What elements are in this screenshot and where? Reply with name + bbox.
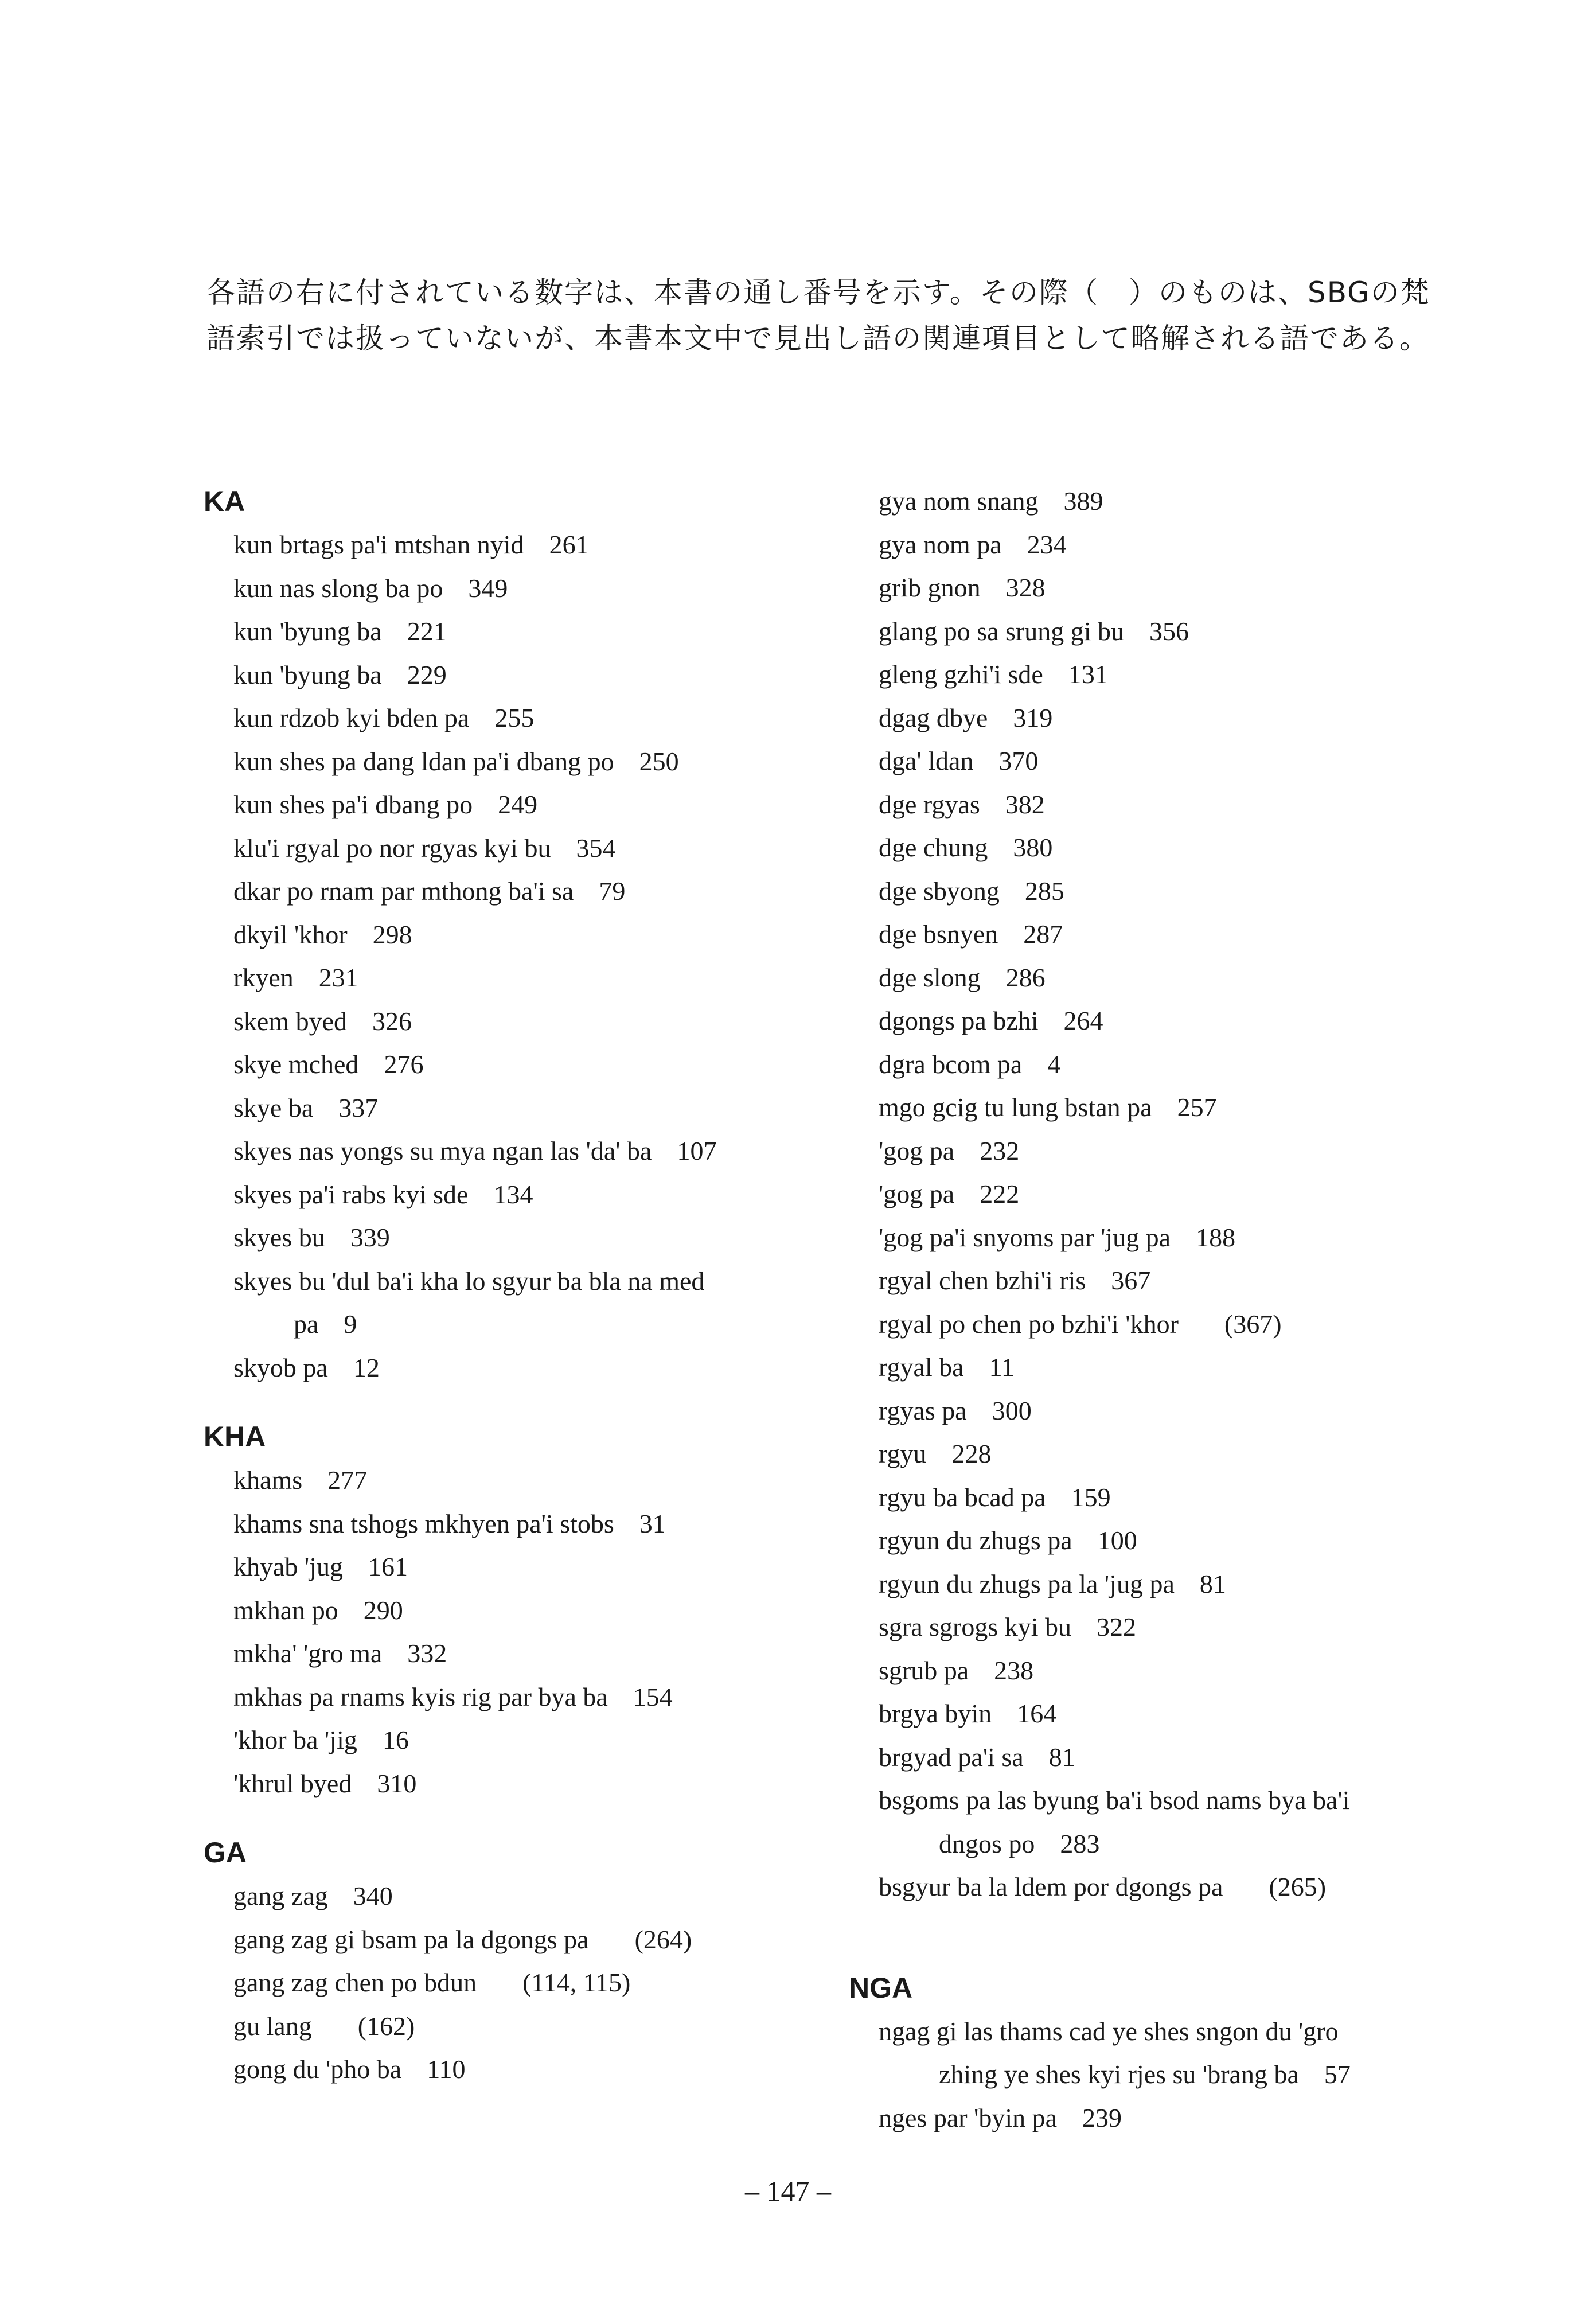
index-entry bbox=[233, 1260, 806, 1346]
index-entry bbox=[233, 1918, 806, 1962]
index-entry bbox=[879, 523, 1422, 567]
index-entry bbox=[879, 1043, 1422, 1086]
entry-term: kun brtags pa'i mtshan nyid bbox=[233, 530, 524, 559]
entry-term: skye ba bbox=[233, 1093, 314, 1122]
entry-number: 285 bbox=[1024, 876, 1064, 906]
index-entry bbox=[879, 999, 1422, 1043]
entry-number: 298 bbox=[372, 919, 412, 949]
index-entry bbox=[879, 1389, 1422, 1433]
entry-term: dge slong bbox=[879, 962, 981, 992]
entry-number: 110 bbox=[427, 2054, 466, 2084]
index-entry bbox=[879, 826, 1422, 869]
entry-list bbox=[849, 479, 1422, 1909]
entry-term: bsgyur ba la ldem por dgongs pa bbox=[879, 1872, 1223, 1901]
entry-number: 134 bbox=[493, 1179, 533, 1209]
entry-number: 164 bbox=[1017, 1699, 1057, 1728]
entry-term-continuation: zhing ye shes kyi rjes su 'brang ba bbox=[939, 2060, 1299, 2089]
entry-number: 389 bbox=[1063, 486, 1103, 516]
index-entry bbox=[879, 653, 1422, 696]
index-entry bbox=[233, 783, 806, 826]
index-entry bbox=[233, 653, 806, 697]
index-entry bbox=[233, 1874, 806, 1918]
entry-term: kun 'byung ba bbox=[233, 660, 382, 689]
section-heading: NGA bbox=[849, 1971, 913, 2004]
entry-number: 319 bbox=[1013, 703, 1053, 732]
entry-number: (367) bbox=[1224, 1309, 1282, 1339]
entry-list bbox=[204, 523, 806, 1389]
index-entry bbox=[233, 1000, 806, 1043]
index-section bbox=[204, 479, 806, 1389]
entry-number: 310 bbox=[377, 1768, 417, 1798]
entry-term: gleng gzhi'i sde bbox=[879, 660, 1043, 689]
entry-term: dge bsnyen bbox=[879, 919, 998, 949]
entry-term: mkhan po bbox=[233, 1595, 338, 1625]
entry-number: 81 bbox=[1199, 1569, 1226, 1598]
entry-number: 81 bbox=[1048, 1742, 1075, 1772]
entry-number: 16 bbox=[382, 1725, 409, 1754]
index-entry bbox=[879, 479, 1422, 523]
entry-number: 107 bbox=[677, 1136, 717, 1165]
index-section bbox=[204, 1831, 806, 2091]
entry-term: nges par 'byin pa bbox=[879, 2103, 1058, 2132]
index-entry bbox=[879, 913, 1422, 956]
left-column bbox=[204, 479, 806, 2091]
entry-number: 232 bbox=[980, 1136, 1020, 1165]
index-entry bbox=[879, 566, 1422, 610]
entry-term: skye mched bbox=[233, 1050, 359, 1079]
entry-term: rgyu ba bcad pa bbox=[879, 1482, 1046, 1512]
entry-number: 221 bbox=[407, 617, 447, 646]
entry-term: khams bbox=[233, 1465, 303, 1495]
entry-term: bsgoms pa las byung ba'i bsod nams bya ba'i bbox=[879, 1785, 1350, 1815]
entry-term: khyab 'jug bbox=[233, 1552, 343, 1581]
section-heading: GA bbox=[204, 1836, 247, 1869]
index-entry bbox=[233, 1502, 806, 1546]
entry-number: 4 bbox=[1047, 1049, 1061, 1079]
index-entry bbox=[879, 1259, 1422, 1303]
entry-number: 257 bbox=[1177, 1093, 1217, 1122]
entry-term: 'gog pa bbox=[879, 1179, 955, 1208]
section-heading: KHA bbox=[204, 1421, 266, 1453]
intro-line-2: 語索引では扱っていないが、本書本文中で見出し語の関連項目として略解される語である。 bbox=[206, 322, 1429, 355]
index-entry bbox=[879, 1303, 1422, 1346]
entry-term: skyes bu 'dul ba'i kha lo sgyur ba bla na med bbox=[233, 1266, 705, 1296]
entry-number: 57 bbox=[1324, 2060, 1351, 2089]
index-entry bbox=[879, 610, 1422, 653]
entry-term: grib gnon bbox=[879, 573, 981, 602]
entry-term: sgrub pa bbox=[879, 1655, 969, 1685]
index-entry bbox=[879, 1432, 1422, 1476]
entry-number: 264 bbox=[1063, 1006, 1103, 1035]
index-entry bbox=[879, 1649, 1422, 1693]
entry-number: 228 bbox=[951, 1439, 992, 1468]
index-entry bbox=[233, 567, 806, 610]
index-entry bbox=[233, 1718, 806, 1762]
entry-number: (265) bbox=[1269, 1872, 1327, 1901]
index-entry bbox=[233, 2048, 806, 2091]
entry-number: 332 bbox=[407, 1639, 447, 1668]
entry-number: 161 bbox=[368, 1552, 408, 1581]
entry-term: gya nom snang bbox=[879, 486, 1039, 516]
entry-term: brgya byin bbox=[879, 1699, 992, 1728]
section-heading: KA bbox=[204, 485, 245, 517]
entry-number: 367 bbox=[1111, 1266, 1151, 1295]
entry-term: klu'i rgyal po nor rgyas kyi bu bbox=[233, 833, 551, 863]
entry-term: dkar po rnam par mthong ba'i sa bbox=[233, 876, 574, 906]
entry-term: 'gog pa bbox=[879, 1136, 955, 1165]
index-entry bbox=[879, 783, 1422, 826]
entry-term: kun shes pa dang ldan pa'i dbang po bbox=[233, 746, 614, 776]
entry-term: mkha' 'gro ma bbox=[233, 1639, 383, 1668]
index-entry bbox=[233, 1043, 806, 1086]
entry-term: rgyas pa bbox=[879, 1395, 967, 1425]
index-section bbox=[849, 479, 1422, 1909]
entry-number: 249 bbox=[498, 790, 538, 819]
index-entry bbox=[879, 2010, 1422, 2096]
index-entry bbox=[879, 1519, 1422, 1562]
entry-number: 31 bbox=[639, 1508, 666, 1538]
entry-number: 287 bbox=[1023, 919, 1063, 949]
entry-number: 283 bbox=[1060, 1828, 1100, 1858]
entry-number: 229 bbox=[407, 660, 447, 689]
entry-number: 222 bbox=[980, 1179, 1020, 1208]
entry-term: gang zag bbox=[233, 1881, 328, 1910]
index-entry bbox=[233, 2005, 806, 2048]
entry-number: 276 bbox=[384, 1050, 424, 1079]
entry-list bbox=[204, 1459, 806, 1805]
entry-number: 286 bbox=[1005, 962, 1046, 992]
entry-term: kun shes pa'i dbang po bbox=[233, 790, 473, 819]
entry-number: 339 bbox=[350, 1223, 390, 1252]
entry-term: dge rgyas bbox=[879, 789, 980, 819]
entry-term: ngag gi las thams cad ye shes sngon du 'gro bbox=[879, 2016, 1339, 2046]
index-entry bbox=[233, 1762, 806, 1806]
index-entry bbox=[233, 1632, 806, 1675]
entry-number: 11 bbox=[989, 1352, 1015, 1382]
index-entry bbox=[233, 696, 806, 740]
entry-number: (114, 115) bbox=[522, 1968, 631, 1997]
entry-term: skem byed bbox=[233, 1006, 348, 1036]
entry-list bbox=[204, 1874, 806, 2091]
entry-term: dgag dbye bbox=[879, 703, 988, 732]
entry-term: 'khrul byed bbox=[233, 1768, 352, 1798]
entry-number: 100 bbox=[1097, 1526, 1137, 1555]
entry-continuation-line bbox=[233, 1303, 806, 1346]
index-entry bbox=[233, 1961, 806, 2005]
entry-term: rgyal chen bzhi'i ris bbox=[879, 1266, 1086, 1295]
intro-paragraph bbox=[206, 270, 1430, 361]
entry-term: brgyad pa'i sa bbox=[879, 1742, 1024, 1772]
index-entry bbox=[233, 956, 806, 1000]
entry-term: dgra bcom pa bbox=[879, 1049, 1023, 1079]
index-entry bbox=[879, 739, 1422, 783]
index-entry bbox=[879, 1736, 1422, 1779]
entry-number: 255 bbox=[494, 703, 535, 732]
entry-term: gu lang bbox=[233, 2011, 312, 2041]
entry-term: gang zag chen po bdun bbox=[233, 1968, 477, 1997]
index-entry bbox=[233, 740, 806, 783]
entry-term: skyes pa'i rabs kyi sde bbox=[233, 1179, 469, 1209]
entry-term: kun nas slong ba po bbox=[233, 573, 443, 603]
entry-term: dgongs pa bzhi bbox=[879, 1006, 1039, 1035]
page-number: – 147 – bbox=[745, 2175, 831, 2207]
entry-term: skyob pa bbox=[233, 1352, 328, 1382]
index-entry bbox=[879, 696, 1422, 740]
entry-number: (162) bbox=[357, 2011, 415, 2041]
index-entry bbox=[233, 1675, 806, 1719]
entry-number: 231 bbox=[318, 963, 358, 992]
entry-number: 370 bbox=[998, 746, 1039, 775]
entry-number: 12 bbox=[353, 1352, 380, 1382]
entry-term: skyes nas yongs su mya ngan las 'da' ba bbox=[233, 1136, 652, 1165]
index-entry bbox=[233, 1086, 806, 1130]
entry-number: 154 bbox=[633, 1682, 673, 1711]
entry-term: rgyun du zhugs pa bbox=[879, 1526, 1072, 1555]
entry-term-continuation: dngos po bbox=[939, 1828, 1035, 1858]
entry-number: 79 bbox=[599, 876, 626, 906]
index-entry bbox=[233, 913, 806, 957]
entry-number: 340 bbox=[353, 1881, 393, 1910]
entry-term: 'gog pa'i snyoms par 'jug pa bbox=[879, 1222, 1171, 1252]
index-entry bbox=[879, 1216, 1422, 1260]
entry-number: 250 bbox=[639, 746, 679, 776]
index-entry bbox=[233, 826, 806, 870]
entry-term: gya nom pa bbox=[879, 529, 1002, 559]
entry-term: glang po sa srung gi bu bbox=[879, 616, 1125, 646]
entry-number: 380 bbox=[1013, 833, 1053, 862]
entry-number: 326 bbox=[372, 1006, 412, 1036]
entry-number: (264) bbox=[634, 1924, 692, 1954]
entry-term: rgyal po chen po bzhi'i 'khor bbox=[879, 1309, 1179, 1339]
entry-term: dga' ldan bbox=[879, 746, 974, 775]
intro-line-1: 各語の右に付されている数字は、本書の通し番号を示す。その際（ ）のものは、SBGの梵 bbox=[206, 276, 1430, 309]
entry-continuation-line bbox=[879, 1822, 1422, 1866]
entry-term: kun 'byung ba bbox=[233, 617, 382, 646]
entry-number: 261 bbox=[549, 530, 589, 559]
entry-number: 277 bbox=[327, 1465, 368, 1495]
index-entry bbox=[879, 1129, 1422, 1173]
index-entry bbox=[879, 1692, 1422, 1736]
index-entry bbox=[233, 1545, 806, 1589]
entry-number: 300 bbox=[992, 1395, 1032, 1425]
index-entry bbox=[233, 523, 806, 567]
entry-number: 238 bbox=[994, 1655, 1034, 1685]
index-entry bbox=[879, 1476, 1422, 1519]
index-entry bbox=[879, 1086, 1422, 1129]
index-entry bbox=[879, 1605, 1422, 1649]
index-section bbox=[849, 1966, 1422, 2140]
index-entry bbox=[879, 2096, 1422, 2140]
entry-term: rgyu bbox=[879, 1439, 927, 1468]
index-entry bbox=[879, 1865, 1422, 1909]
entry-term: 'khor ba 'jig bbox=[233, 1725, 357, 1754]
entry-term: rkyen bbox=[233, 963, 294, 992]
entry-number: 322 bbox=[1097, 1612, 1137, 1641]
entry-term: khams sna tshogs mkhyen pa'i stobs bbox=[233, 1508, 614, 1538]
index-entry bbox=[233, 1129, 806, 1173]
index-entry bbox=[233, 610, 806, 653]
entry-number: 356 bbox=[1149, 616, 1189, 646]
index-entry bbox=[879, 956, 1422, 1000]
index-entry bbox=[879, 1346, 1422, 1389]
entry-term: skyes bu bbox=[233, 1223, 325, 1252]
entry-number: 382 bbox=[1005, 789, 1045, 819]
entry-term: mgo gcig tu lung bstan pa bbox=[879, 1093, 1152, 1122]
entry-term-continuation: pa bbox=[294, 1309, 319, 1339]
index-entry bbox=[233, 869, 806, 913]
index-entry bbox=[233, 1346, 806, 1390]
entry-term: gang zag gi bsam pa la dgongs pa bbox=[233, 1924, 589, 1954]
index-entry bbox=[879, 1562, 1422, 1606]
entry-term: rgyun du zhugs pa la 'jug pa bbox=[879, 1569, 1175, 1598]
index-entry bbox=[879, 1172, 1422, 1216]
entry-number: 234 bbox=[1027, 529, 1067, 559]
entry-number: 349 bbox=[468, 573, 508, 603]
index-section bbox=[204, 1415, 806, 1805]
entry-term: mkhas pa rnams kyis rig par bya ba bbox=[233, 1682, 608, 1711]
entry-term: rgyal ba bbox=[879, 1352, 964, 1382]
entry-number: 239 bbox=[1082, 2103, 1122, 2132]
index-entry bbox=[233, 1173, 806, 1216]
entry-number: 328 bbox=[1005, 573, 1046, 602]
entry-continuation-line bbox=[879, 2053, 1422, 2096]
index-entry bbox=[879, 1779, 1422, 1865]
right-column bbox=[849, 479, 1422, 2139]
entry-list bbox=[849, 2010, 1422, 2140]
entry-number: 354 bbox=[576, 833, 616, 863]
index-entry bbox=[233, 1589, 806, 1632]
entry-number: 131 bbox=[1068, 660, 1108, 689]
index-entry bbox=[233, 1459, 806, 1502]
entry-term: gong du 'pho ba bbox=[233, 2054, 402, 2084]
entry-term: dkyil 'khor bbox=[233, 919, 348, 949]
entry-term: sgra sgrogs kyi bu bbox=[879, 1612, 1072, 1641]
entry-number: 9 bbox=[344, 1309, 357, 1339]
index-entry bbox=[879, 869, 1422, 913]
entry-number: 188 bbox=[1196, 1222, 1236, 1252]
index-entry bbox=[233, 1216, 806, 1260]
entry-term: dge chung bbox=[879, 833, 988, 862]
entry-number: 159 bbox=[1071, 1482, 1111, 1512]
entry-number: 337 bbox=[338, 1093, 379, 1122]
entry-term: kun rdzob kyi bden pa bbox=[233, 703, 470, 732]
entry-term: dge sbyong bbox=[879, 876, 1000, 906]
entry-number: 290 bbox=[363, 1595, 403, 1625]
